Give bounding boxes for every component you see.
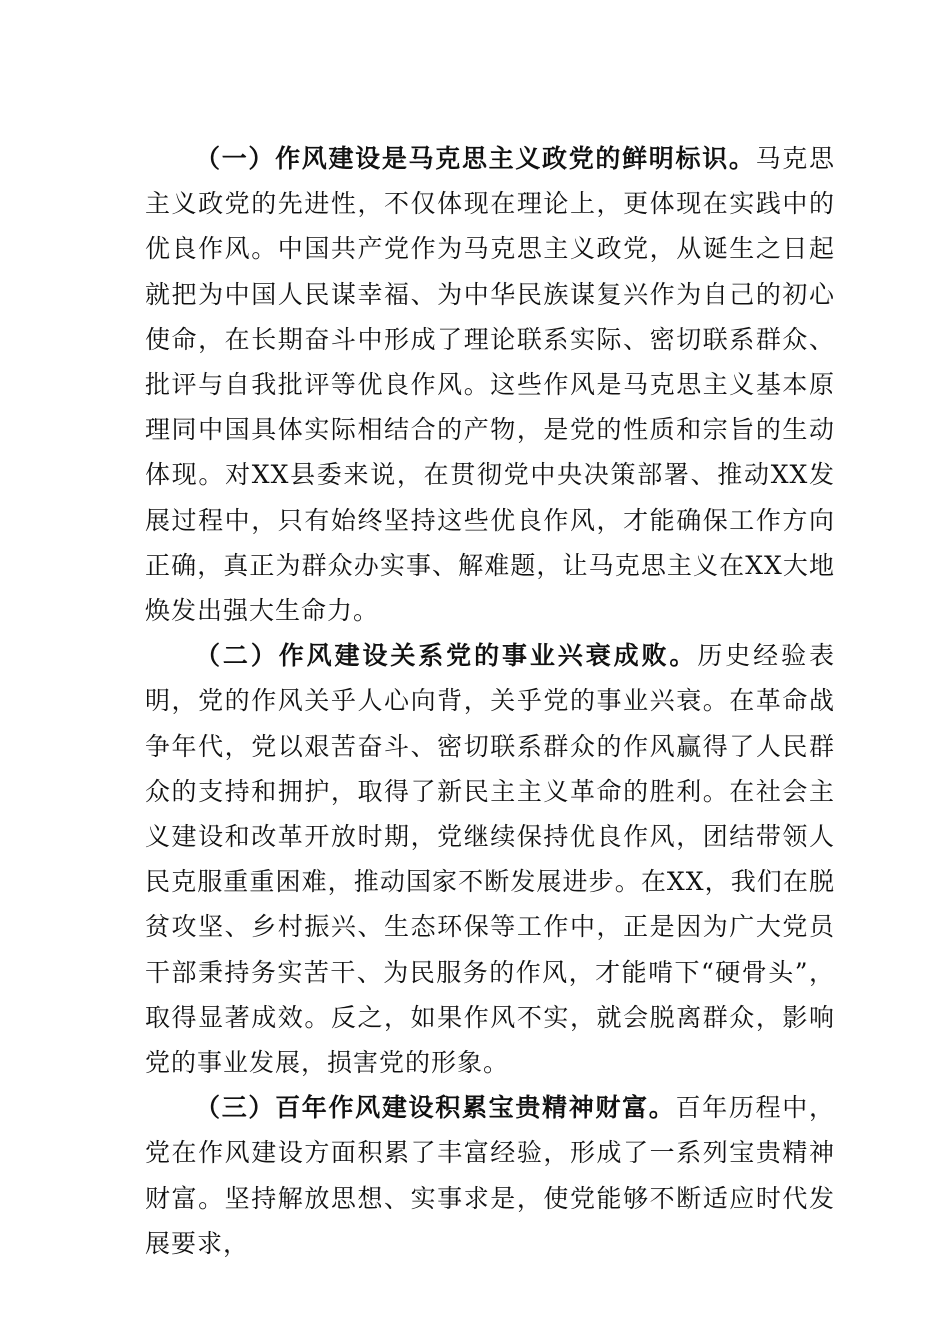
document-body: [145, 136, 835, 1266]
paragraph-3-heading: （三）百年作风建设积累宝贵精神财富。: [195, 1093, 676, 1123]
paragraph-1-heading: （一）作风建设是马克思主义政党的鲜明标识。: [195, 144, 756, 173]
paragraph-3: [145, 1085, 835, 1266]
paragraph-3-text: 百年历程中，党在作风建设方面积累了丰富经验，形成了一系列宝贵精神财富。坚持解放思想、实事求是，使党能够不断适应时代发展要求，: [145, 1093, 835, 1258]
paragraph-2-heading: （二）作风建设关系党的事业兴衰成败。: [195, 641, 698, 671]
paragraph-2-text: 历史经验表明，党的作风关乎人心向背，关乎党的事业兴衰。在革命战争年代，党以艰苦奋斗、密切联系群众的作风赢得了人民群众的支持和拥护，取得了新民主主义革命的胜利。在社会主义建设和改革开放时期，党继续保持优良作风，团结带领人民克服重重困难，推动国家不断发展进步。在XX，我们在脱贫攻坚、乡村振兴、生态环保等工作中，正是因为广大党员干部秉持务实苦干、为民服务的作风，才能啃下“硬骨头”，取得显著成效。反之，如果作风不实，就会脱离群众，影响党的事业发展，损害党的形象。: [145, 641, 835, 1078]
paragraph-1-text: 马克思主义政党的先进性，不仅体现在理论上，更体现在实践中的优良作风。中国共产党作为马克思主义政党，从诞生之日起就把为中国人民谋幸福、为中华民族谋复兴作为自己的初心使命，在长期奋斗中形成了理论联系实际、密切联系群众、批评与自我批评等优良作风。这些作风是马克思主义基本原理同中国具体实际相结合的产物，是党的性质和宗旨的生动体现。对XX县委来说，在贯彻党中央决策部署、推动XX发展过程中，只有始终坚持这些优良作风，才能确保工作方向正确，真正为群众办实事、解难题，让马克思主义在XX大地焕发出强大生命力。: [145, 144, 835, 626]
paragraph-1: [145, 136, 835, 633]
paragraph-2: [145, 633, 835, 1085]
